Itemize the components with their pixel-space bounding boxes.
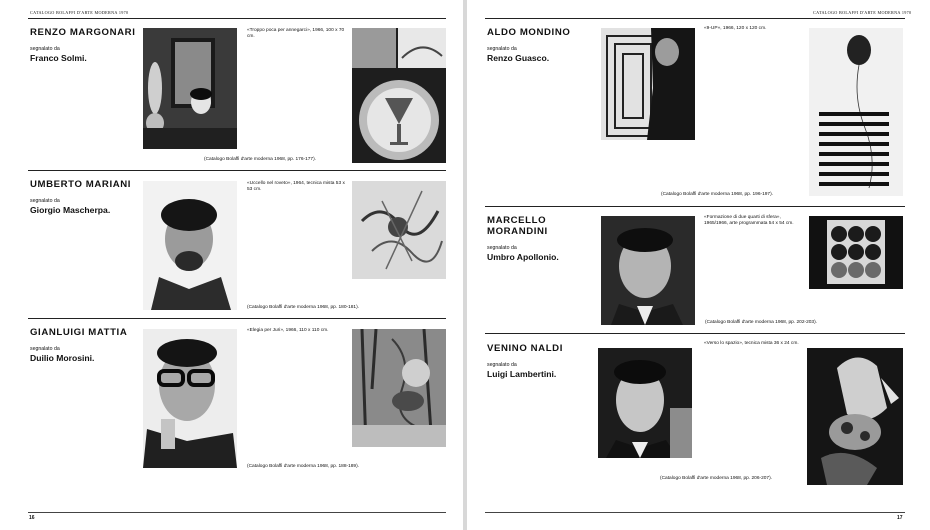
- catalog-reference: (Catalogo Bolaffi d'arte moderna 1968, pp. 206-207).: [660, 476, 773, 481]
- section-divider: [485, 333, 905, 334]
- catalog-reference: (Catalogo Bolaffi d'arte moderna 1968, pp. 180-181).: [247, 305, 360, 310]
- artist-name: ALDO MONDINO: [487, 27, 571, 38]
- artist-portrait-photo: [143, 28, 237, 149]
- signaled-by-label: segnalato da: [30, 198, 60, 204]
- running-header: CATALOGO BOLAFFI D'ARTE MODERNA 1970: [813, 10, 912, 15]
- artist-portrait-photo: [598, 348, 692, 458]
- left-page: [0, 0, 463, 530]
- artist-portrait-photo: [143, 181, 237, 310]
- critic-name: Umbro Apollonio.: [487, 252, 559, 262]
- critic-name: Luigi Lambertini.: [487, 369, 557, 379]
- header-rule: [485, 18, 905, 19]
- artwork-image: [352, 329, 446, 447]
- artwork-image: [807, 348, 903, 485]
- artist-name: GIANLUIGI MATTIA: [30, 327, 128, 338]
- artwork-caption: «9-UP», 1966, 120 x 120 cm.: [704, 26, 767, 31]
- artist-portrait-photo: [601, 28, 695, 140]
- artwork-caption: «Verso lo spazio», tecnica mista 36 x 24 cm.: [704, 341, 799, 346]
- right-page: [467, 0, 930, 530]
- artwork-caption: «Troppo poca per annegarci», 1966, 100 x 70 cm.: [247, 28, 345, 39]
- signaled-by-label: segnalato da: [487, 245, 517, 251]
- footer-rule: [28, 512, 446, 513]
- artist-name: VENINO NALDI: [487, 343, 563, 354]
- artwork-caption: «Elegia per Juri», 1966, 110 x 110 cm.: [247, 328, 329, 333]
- critic-name: Duilio Morosini.: [30, 353, 95, 363]
- section-divider: [28, 170, 446, 171]
- signaled-by-label: segnalato da: [487, 46, 517, 52]
- catalog-reference: (Catalogo Bolaffi d'arte moderna 1968, pp. 202-203).: [705, 320, 818, 325]
- running-header: CATALOGO BOLAFFI D'ARTE MODERNA 1970: [30, 10, 129, 15]
- artist-name: RENZO MARGONARI: [30, 27, 136, 38]
- critic-name: Renzo Guasco.: [487, 53, 550, 63]
- critic-name: Giorgio Mascherpa.: [30, 205, 111, 215]
- signaled-by-label: segnalato da: [30, 346, 60, 352]
- artist-portrait-photo: [601, 216, 695, 325]
- signaled-by-label: segnalato da: [30, 46, 60, 52]
- footer-rule: [485, 512, 905, 513]
- artist-portrait-photo: [143, 329, 237, 468]
- signaled-by-label: segnalato da: [487, 362, 517, 368]
- artist-name: UMBERTO MARIANI: [30, 179, 132, 190]
- artwork-caption: «Formazione di due quarti di sfera», 1965/1966, arte programmata 54 x 54 cm.: [704, 215, 794, 226]
- header-rule: [28, 18, 446, 19]
- section-divider: [28, 318, 446, 319]
- artwork-image: [352, 181, 446, 279]
- artwork-caption: «Uccello nel roveto», 1964, tecnica mista 53 x 53 cm.: [247, 181, 345, 192]
- catalog-reference: (Catalogo Bolaffi d'arte moderna 1968, pp. 176-177).: [204, 157, 317, 162]
- catalog-reference: (Catalogo Bolaffi d'arte moderna 1968, pp. 188-189).: [247, 464, 360, 469]
- page-number: 17: [897, 515, 903, 521]
- section-divider: [485, 206, 905, 207]
- artwork-image: [809, 216, 903, 289]
- artwork-image: [352, 28, 446, 163]
- critic-name: Franco Solmi.: [30, 53, 87, 63]
- artist-name: MARCELLO MORANDINI: [487, 215, 548, 237]
- artwork-image: [809, 28, 903, 196]
- catalog-reference: (Catalogo Bolaffi d'arte moderna 1968, pp. 196-197).: [661, 192, 774, 197]
- page-number: 16: [29, 515, 35, 521]
